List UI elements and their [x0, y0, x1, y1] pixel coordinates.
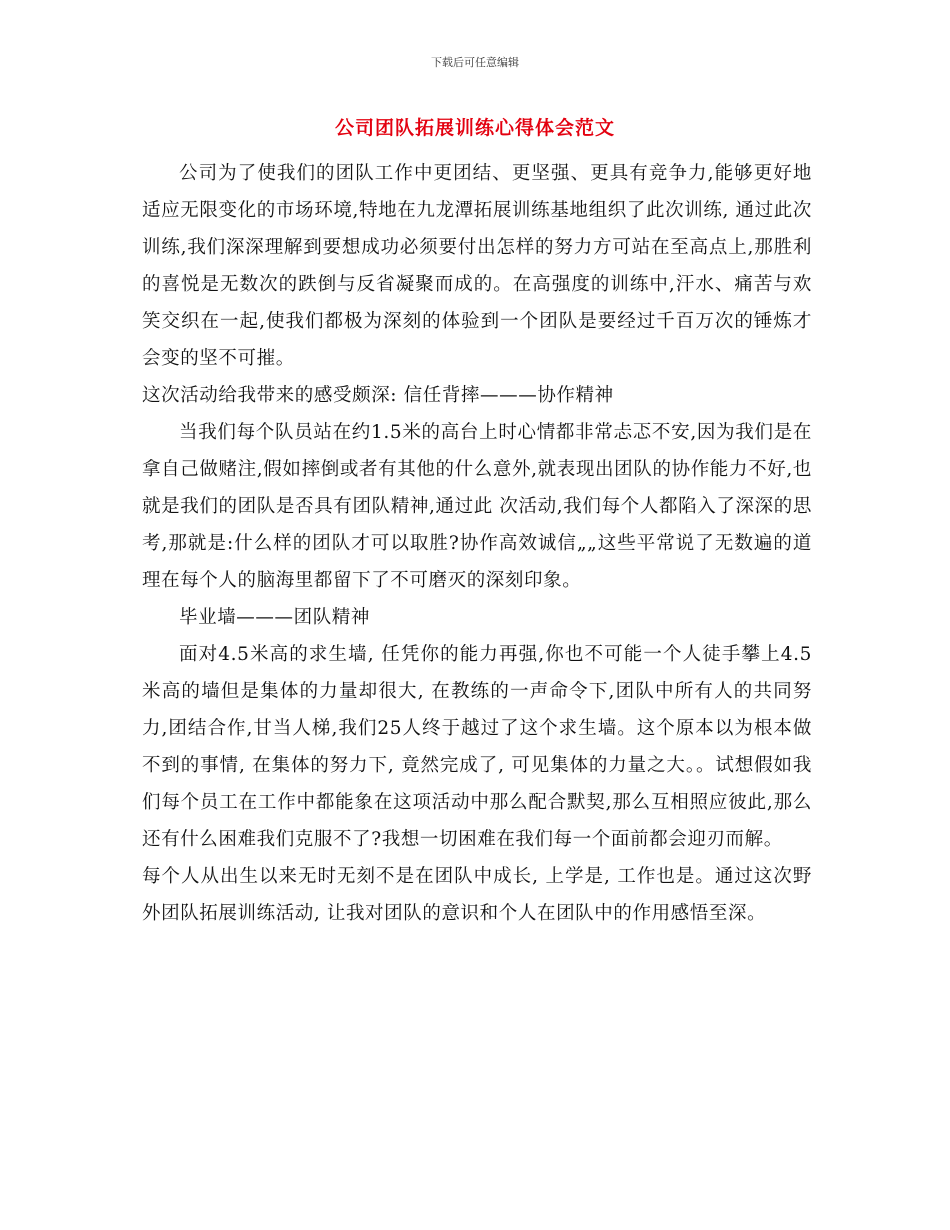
document-body	[142, 155, 812, 932]
paragraph-trust-fall: 当我们每个队员站在约1.5米的高台上时心情都非常忐忑不安,因为我们是在拿自己做赌注,假如摔倒或者有其他的什么意外,就表现出团队的协作能力不好,也就是我们的团队是否具有团队精神,通过此 次活动,我们每个人都陷入了深深的思考,那就是:什么样的团队才可以取胜?协作高效诚信„„这些平常说了无数遍的道理在每个人的脑海里都留下了不可磨灭的深刻印象。	[142, 422, 812, 591]
paragraph-survival-wall: 面对4.5米高的求生墙, 任凭你的能力再强,你也不可能一个人徒手攀上4.5米高的墙但是集体的力量却很大, 在教练的一声命令下,团队中所有人的共同努力,团结合作,甘当人梯,我们25人终于越过了这个求生墙。这个原本以为根本做不到的事情, 在集体的努力下, 竟然完成了, 可见集体的力量之大。。试想假如我们每个员工在工作中都能象在这项活动中那么配合默契,那么互相照应彼此,那么还有什么困难我们克服不了?我想一切困难在我们每一个面前都会迎刃而解。	[142, 644, 812, 850]
document-title: 公司团队拓展训练心得体会范文	[334, 117, 615, 139]
paragraph-wall-heading: 毕业墙———团队精神	[179, 607, 371, 628]
paragraph-intro: 公司为了使我们的团队工作中更团结、更坚强、更具有竞争力,能够更好地适应无限变化的市场环境,特地在九龙潭拓展训练基地组织了此次训练, 通过此次训练,我们深深理解到要想成功必须要付出怎样的努力方可站在至高点上,那胜利的喜悦是无数次的跌倒与反省凝聚而成的。在高强度的训练中,汗水、痛苦与欢笑交织在一起,使我们都极为深刻的体验到一个团队是要经过千百万次的锤炼才会变的坚不可摧。	[142, 163, 812, 369]
paragraph-activity-heading: 这次活动给我带来的感受颇深: 信任背摔———协作精神	[142, 385, 614, 406]
header-note: 下载后可任意编辑	[431, 56, 519, 69]
paragraph-conclusion: 每个人从出生以来无时无刻不是在团队中成长, 上学是, 工作也是。通过这次野外团队拓展训练活动, 让我对团队的意识和个人在团队中的作用感悟至深。	[142, 866, 812, 924]
